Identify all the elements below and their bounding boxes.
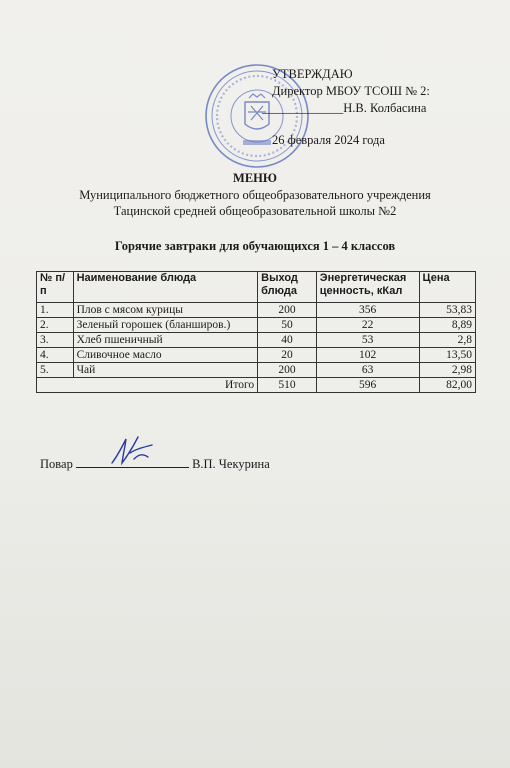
menu-table-header — [37, 272, 476, 303]
row-name: Сливочное масло — [73, 348, 258, 363]
row-output: 50 — [258, 318, 317, 333]
row-price: 2,8 — [419, 333, 475, 348]
header-num: № п/п — [37, 272, 74, 303]
row-price: 13,50 — [419, 348, 475, 363]
approval-signature-row — [262, 100, 430, 117]
row-price: 2,98 — [419, 363, 475, 378]
school-name-line2: Тацинской средней общеобразовательной школы №2 — [113, 204, 397, 218]
table-row — [37, 333, 476, 348]
row-price: 53,83 — [419, 303, 475, 318]
row-num: 3. — [37, 333, 74, 348]
header-output: Выход блюда — [258, 272, 317, 303]
total-energy: 596 — [316, 378, 419, 393]
total-row — [37, 378, 476, 393]
approval-signature-blank: _____________ — [262, 101, 344, 115]
menu-title: МЕНЮ — [233, 171, 277, 185]
total-output: 510 — [258, 378, 317, 393]
table-row — [37, 348, 476, 363]
approval-heading: УТВЕРЖДАЮ — [272, 67, 353, 81]
cook-role: Повар — [40, 457, 73, 471]
header-name: Наименование блюда — [73, 272, 258, 303]
row-name: Хлеб пшеничный — [73, 333, 258, 348]
school-name-line1: Муниципального бюджетного общеобразовательного учреждения — [79, 188, 431, 202]
total-label: Итого — [37, 378, 258, 393]
cook-signature-blank — [76, 455, 189, 468]
menu-subtitle: Горячие завтраки для обучающихся 1 – 4 классов — [114, 239, 396, 253]
row-energy: 102 — [316, 348, 419, 363]
row-name: Чай — [73, 363, 258, 378]
row-name: Зеленый горошек (бланширов.) — [73, 318, 258, 333]
total-price: 82,00 — [419, 378, 475, 393]
row-output: 200 — [258, 363, 317, 378]
header-energy: Энергетическая ценность, кКал — [316, 272, 419, 303]
row-num: 2. — [37, 318, 74, 333]
table-row — [37, 303, 476, 318]
approval-block — [262, 66, 430, 149]
row-energy: 53 — [316, 333, 419, 348]
table-row — [37, 363, 476, 378]
row-num: 5. — [37, 363, 74, 378]
row-energy: 22 — [316, 318, 419, 333]
cook-signature-line — [40, 455, 270, 472]
row-output: 20 — [258, 348, 317, 363]
row-name: Плов с мясом курицы — [73, 303, 258, 318]
row-output: 40 — [258, 333, 317, 348]
row-energy: 63 — [316, 363, 419, 378]
approval-signer: Н.В. Колбасина — [343, 101, 427, 115]
approval-date: 26 февраля 2024 года — [272, 133, 385, 147]
row-num: 1. — [37, 303, 74, 318]
header-price: Цена — [419, 272, 475, 303]
table-row — [37, 318, 476, 333]
row-price: 8,89 — [419, 318, 475, 333]
row-energy: 356 — [316, 303, 419, 318]
row-num: 4. — [37, 348, 74, 363]
cook-name: В.П. Чекурина — [192, 457, 270, 471]
row-output: 200 — [258, 303, 317, 318]
approval-position: Директор МБОУ ТСОШ № 2: — [272, 84, 430, 98]
menu-table — [36, 271, 476, 393]
